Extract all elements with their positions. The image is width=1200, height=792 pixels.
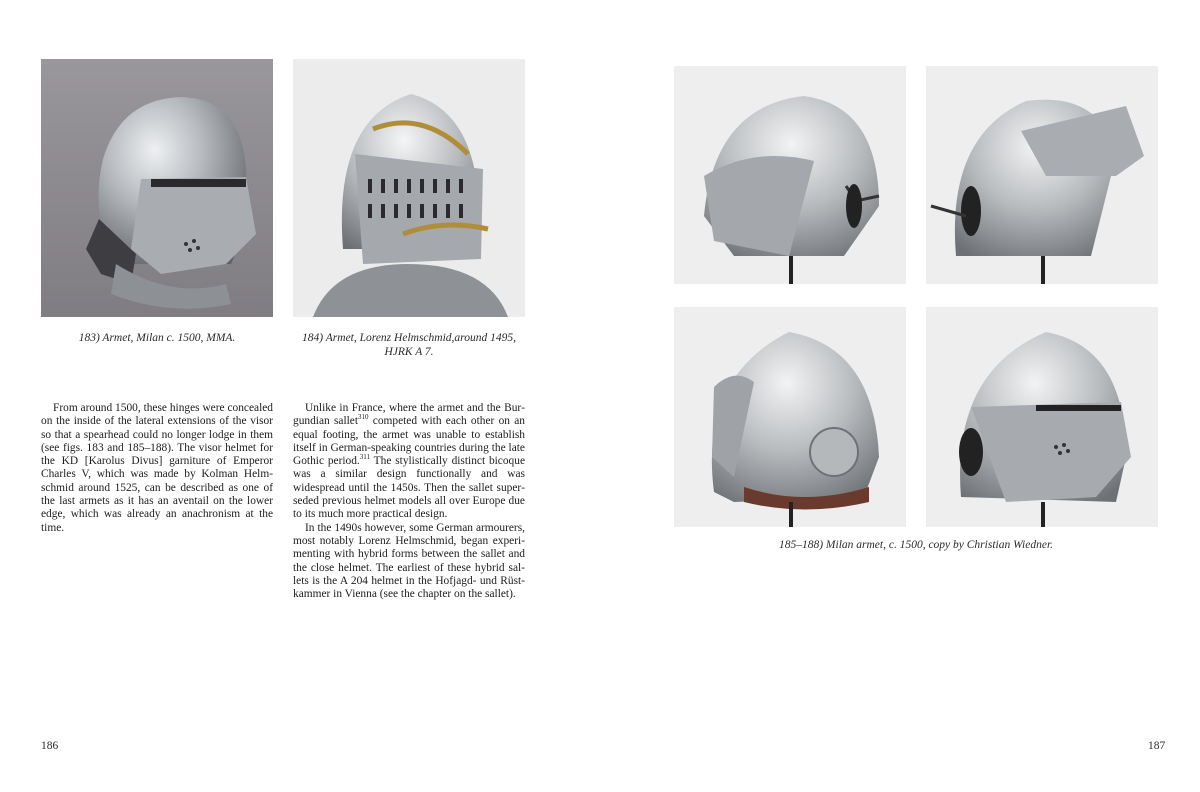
figure-185-photo [674, 66, 906, 284]
figure-183-photo [41, 59, 273, 317]
body-column-1 [41, 402, 273, 535]
paragraph: In the 1490s however, some German armourers, most notably Lorenz Helmschmid, began experimenting with hybrid forms between the sallet and the close helmet. The earliest of these hybrid sallets is the A 204 helmet in the Hofjagd- und Rüstkammer in Vienna (see the chapter on the sallet). [293, 521, 525, 601]
helmet-closed-visor-image [926, 307, 1158, 527]
text-run: Unlike in France, where the armet and the Burgundian sallet [293, 402, 525, 428]
figure-185-188-caption: 185–188) Milan armet, c. 1500, copy by Christian Wiedner. [778, 539, 1054, 551]
page-number-right: 187 [1148, 740, 1166, 752]
text-run: The stylistically distinct bicoque was a similar design functionally and was widespread until the 1450s. Then the sallet superseded previous helmet models all over Europe due to its much more practical design. [293, 455, 526, 521]
page-number-left: 186 [41, 740, 59, 752]
body-column-2 [293, 402, 525, 601]
figure-183-caption: 183) Armet, Milan c. 1500, MMA. [78, 332, 236, 344]
figure-184-caption [293, 331, 525, 359]
helmet-open-visor-right-image [926, 66, 1158, 284]
figure-186-photo [926, 66, 1158, 284]
figure-184-photo [293, 59, 525, 317]
armet-helmet-image [41, 59, 273, 317]
figure-184-caption-line1: 184) Armet, Lorenz Helmschmid,around 1495, [302, 332, 516, 344]
footnote-ref-311: 311 [359, 453, 371, 462]
figure-188-photo [926, 307, 1158, 527]
paragraph: From around 1500, these hinges were concealed on the inside of the lateral extensions of the visor so that a spearhead could no longer lodge in them (see figs. 183 and 185–188). The visor helmet for the KD [Karolus Divus] garniture of Emperor Charles V, which was made by Kolman Helmschmid around 1525, can be described as one of the last armets as it has an aventail on the lower edge, which was already an anachronism at the time. [41, 402, 273, 534]
paragraph [293, 402, 525, 522]
text-run: competed with each other on an equal footing, the armet was unable to establish itself in German-speaking countries during the late Gothic period. [293, 415, 525, 468]
armet-helmschmid-image [293, 59, 525, 317]
helmet-open-visor-left-image [674, 66, 906, 284]
right-page [600, 0, 1200, 792]
helmet-back-view-image [674, 307, 906, 527]
footnote-ref-310: 310 [358, 413, 369, 422]
figure-187-photo [674, 307, 906, 527]
figure-184-caption-line2: HJRK A 7. [384, 346, 434, 358]
